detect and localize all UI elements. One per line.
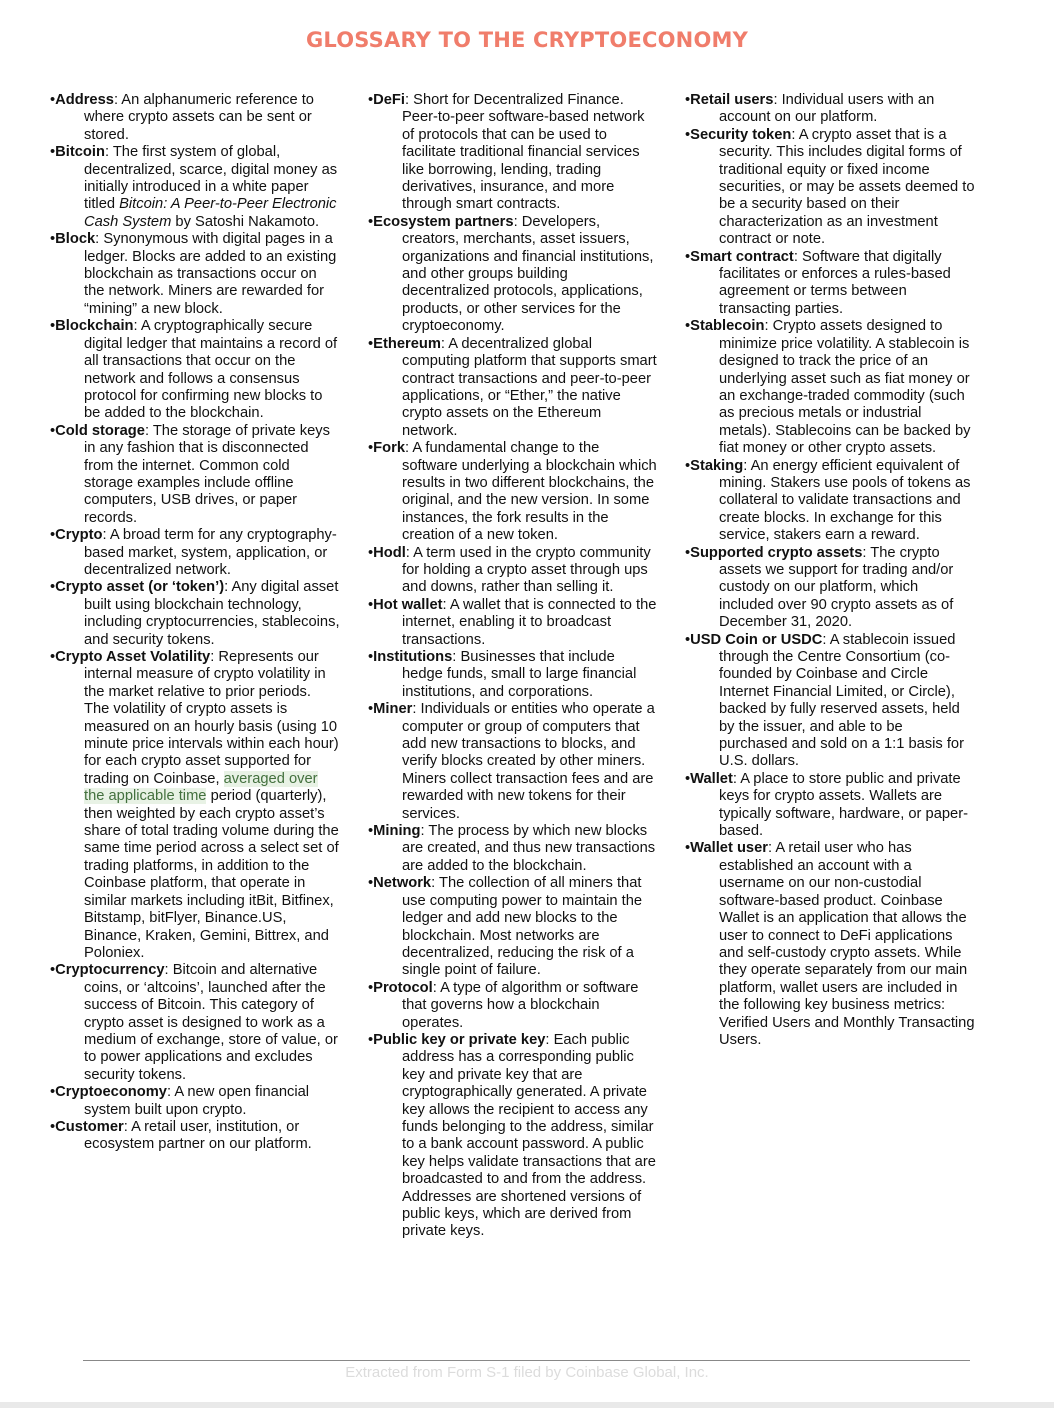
bullet: • [50, 92, 56, 108]
bullet: • [50, 649, 56, 665]
bullet: • [50, 318, 56, 335]
glossary-term: Security token [690, 126, 792, 143]
glossary-entry [50, 579, 340, 649]
glossary-definition: : A decentralized global computing platform that supports smart contract transactions and peer-to-peer applications, or “Ether,” the native crypto assets on the Ethereum network. [402, 335, 657, 439]
glossary-term: Supported crypto assets [690, 544, 863, 561]
glossary-definition: : A fundamental change to the software underlying a blockchain which results in two different blockchains, the original, and the new version. In some instances, the fork results in the creation of a new token. [402, 440, 657, 544]
glossary-term: Address [55, 92, 114, 108]
glossary-definition: : The first system of global, decentralized, scarce, digital money as initially introduced in a white paper titled [84, 144, 338, 213]
glossary-definition: : Individual users with an account on our platform. [719, 92, 935, 126]
glossary-term: Retail users [690, 92, 774, 108]
glossary-entry [685, 632, 975, 771]
glossary-term: Institutions [373, 649, 453, 665]
glossary-definition: : The collection of all miners that use computing power to maintain the ledger and add new blocks to the blockchain. Most networks are decentralized, reducing the risk of a single point of failure. [402, 875, 643, 979]
glossary-column-1 [50, 92, 340, 1154]
glossary-entry [368, 701, 658, 823]
glossary-definition: : A term used in the crypto community for holding a crypto asset through ups and downs, rather than selling it. [402, 544, 651, 596]
glossary-entry [50, 318, 340, 422]
glossary-entry [685, 318, 975, 457]
glossary-entry [368, 649, 658, 701]
bullet: • [685, 544, 691, 561]
page-bottom-edge [0, 1402, 1054, 1408]
bullet: • [368, 875, 374, 892]
glossary-entry [368, 875, 658, 979]
glossary-term: Cold storage [55, 422, 145, 439]
glossary-definition: : A cryptographically secure digital ledger that maintains a record of all transactions that occur on the network and follows a consensus protocol for confirming new blocks to be added to the blockchain. [84, 318, 338, 422]
glossary-term: Cryptocurrency [55, 962, 165, 979]
glossary-definition: : Bitcoin and alternative coins, or ‘altcoins’, launched after the success of Bitcoin. This category of crypto asset is designed to work as a medium of exchange, store of value, or to power applications and excludes security tokens. [84, 962, 338, 1083]
glossary-definition: : An alphanumeric reference to where crypto assets can be sent or stored. [84, 92, 314, 143]
glossary-term: Wallet user [690, 840, 768, 857]
glossary-definition-cont: by Satoshi Nakamoto. [171, 213, 320, 230]
glossary-definition-cont: period (quarterly), then weighted by each crypto asset’s share of total trading volume during the same time period across a select set of trading platforms, in addition to the Coinbase platform, that operate in similar markets including itBit, Bitfinex, Bitstamp, bitFlyer, Binance.US, Binance, Kraken, Gemini, Bittrex, and Poloniex. [84, 788, 339, 961]
glossary-entry [50, 1084, 340, 1119]
glossary-entry [685, 458, 975, 545]
bullet: • [368, 649, 374, 665]
bullet: • [368, 823, 374, 840]
glossary-title-italic: Bitcoin: A Peer-to-Peer Electronic Cash System [84, 196, 337, 230]
glossary-definition: : Crypto assets designed to minimize price volatility. A stablecoin is designed to track the price of an underlying asset such as fiat money or an exchange-traded commodity (such as precious metals or industrial metals). Stablecoins can be backed by fiat money or other crypto assets. [719, 318, 971, 457]
glossary-definition: : The crypto assets we support for trading and/or custody on our platform, which included over 90 crypto assets as of December 31, 2020. [719, 544, 954, 631]
glossary-term: USD Coin or USDC [690, 631, 823, 648]
bullet: • [685, 92, 691, 108]
bullet: • [50, 1084, 56, 1101]
glossary-definition: : Software that digitally facilitates or enforces a rules-based agreement or terms between transacting parties. [719, 248, 951, 317]
bullet: • [368, 596, 374, 613]
glossary-term: Mining [373, 823, 421, 840]
glossary-term: Crypto [55, 527, 103, 544]
bullet: • [50, 422, 56, 439]
bullet: • [368, 440, 374, 457]
glossary-term: Ethereum [373, 335, 441, 352]
glossary-term: Network [373, 875, 432, 892]
glossary-entry [50, 649, 340, 962]
glossary-definition: : A crypto asset that is a security. This includes digital forms of traditional equity or fixed income securities, or may be assets deemed to be a security based on their characterization as an investment contract or note. [719, 126, 975, 248]
footer-source-note: Extracted from Form S-1 filed by Coinbase Global, Inc. [345, 1364, 709, 1381]
footer-divider [83, 1360, 970, 1361]
glossary-entry [368, 336, 658, 440]
glossary-term: Staking [690, 457, 744, 474]
glossary-definition: : A broad term for any cryptography-based market, system, application, or decentralized network. [84, 527, 337, 578]
bullet: • [50, 144, 56, 161]
glossary-entry [685, 545, 975, 632]
glossary-definition: : A type of algorithm or software that governs how a blockchain operates. [402, 979, 639, 1031]
glossary-definition: : A stablecoin issued through the Centre Consortium (co-founded by Coinbase and Circle Internet Financial Limited, or Circle), backed by fully reserved assets, held by the issuer, and able to be purchased and sold on a 1:1 basis for U.S. dollars. [719, 631, 964, 770]
bullet: • [685, 248, 691, 265]
bullet: • [685, 318, 691, 335]
bullet: • [50, 231, 56, 248]
glossary-entry [50, 962, 340, 1084]
glossary-entry [685, 840, 975, 1049]
glossary-entry [368, 823, 658, 875]
glossary-definition: : The storage of private keys in any fashion that is disconnected from the internet. Common cold storage examples include offline computers, USB drives, or paper records. [84, 422, 330, 526]
glossary-term: Hodl [373, 544, 406, 561]
glossary-definition: : A retail user, institution, or ecosystem partner on our platform. [84, 1118, 312, 1153]
glossary-definition: : The process by which new blocks are created, and thus new transactions are added to the blockchain. [402, 823, 656, 874]
glossary-term: Blockchain [55, 318, 134, 335]
glossary-term: Customer [55, 1118, 124, 1135]
bullet: • [50, 1118, 56, 1135]
glossary-entry [685, 249, 975, 319]
glossary-entry [368, 214, 658, 336]
glossary-entry [50, 527, 340, 579]
bullet: • [685, 840, 691, 857]
bullet: • [368, 335, 374, 352]
glossary-term: Smart contract [690, 248, 794, 265]
glossary-term: Stablecoin [690, 318, 765, 335]
glossary-term: Cryptoeconomy [55, 1084, 167, 1101]
glossary-entry [50, 144, 340, 231]
glossary-term: Fork [373, 440, 405, 457]
bullet: • [685, 457, 691, 474]
glossary-definition: : A retail user who has established an account with a username on our non-custodial software-based product. Coinbase Wallet is an application that allows the user to connect to DeFi applications and self-custody crypto assets. While they operate separately from our main platform, wallet users are included in the following key business metrics: Verified Users and Monthly Transacting Users. [719, 840, 975, 1048]
glossary-entry [685, 771, 975, 841]
glossary-term: Hot wallet [373, 596, 443, 613]
glossary-entry [685, 92, 975, 127]
glossary-definition: : Any digital asset built using blockchain technology, including cryptocurrencies, stablecoins, and security tokens. [84, 579, 340, 648]
glossary-term: Wallet [690, 770, 733, 787]
bullet: • [50, 579, 56, 596]
glossary-term: Bitcoin [55, 144, 105, 161]
bullet: • [368, 979, 374, 996]
glossary-definition: : A new open financial system built upon crypto. [84, 1084, 310, 1118]
glossary-entry [50, 92, 340, 144]
glossary-term: Protocol [373, 979, 433, 996]
bullet: • [685, 631, 691, 648]
glossary-definition: : An energy efficient equivalent of mining. Stakers use pools of tokens as collateral to validate transactions and create blocks. In exchange for this service, stakers earn a reward. [719, 457, 971, 544]
glossary-entry [50, 231, 340, 318]
glossary-definition: : A wallet that is connected to the internet, enabling it to broadcast transactions. [402, 596, 657, 648]
bullet: • [368, 1031, 374, 1048]
bullet: • [50, 527, 56, 544]
glossary-term: DeFi [373, 92, 405, 108]
glossary-entry [368, 545, 658, 597]
glossary-definition: : Businesses that include hedge funds, small to large financial institutions, and corporations. [402, 649, 637, 700]
glossary-term: Miner [373, 701, 413, 718]
bullet: • [368, 544, 374, 561]
glossary-term: Ecosystem partners [373, 213, 514, 230]
highlighted-text: averaged over the applicable time [84, 770, 318, 805]
glossary-definition: : Each public address has a corresponding public key and private key that are cryptographically generated. A private key allows the recipient to access any funds belonging to the address, similar to a bank account password. A public key helps validate transactions that are broadcasted to and from the address. Addresses are shortened versions of public keys, which are derived from private keys. [402, 1031, 656, 1240]
glossary-entry [50, 1119, 340, 1154]
page-title: GLOSSARY TO THE CRYPTOECONOMY [305, 28, 748, 52]
glossary-definition: : A place to store public and private keys for crypto assets. Wallets are typically software, hardware, or paper-based. [719, 770, 968, 840]
glossary-entry [368, 92, 658, 214]
glossary-term: Crypto asset (or ‘token’) [55, 579, 225, 596]
glossary-entry [368, 440, 658, 544]
bullet: • [50, 962, 56, 979]
glossary-definition: : Individuals or entities who operate a computer or group of computers that add new transactions to blocks, and verify blocks created by other miners. Miners collect transaction fees and are rewarded with new tokens for their services. [402, 701, 655, 822]
glossary-entry [368, 1032, 658, 1241]
glossary-term: Public key or private key [373, 1031, 546, 1048]
glossary-entry [685, 127, 975, 249]
bullet: • [368, 92, 374, 108]
bullet: • [685, 770, 691, 787]
glossary-column-2 [368, 92, 658, 1241]
glossary-entry [368, 597, 658, 649]
glossary-entry [368, 980, 658, 1032]
glossary-term: Crypto Asset Volatility [55, 649, 211, 665]
bullet: • [368, 213, 374, 230]
bullet: • [685, 126, 691, 143]
glossary-term: Block [55, 231, 96, 248]
glossary-entry [50, 423, 340, 527]
bullet: • [368, 701, 374, 718]
glossary-definition: : Short for Decentralized Finance. Peer-to-peer software-based network of protocols that can be used to facilitate traditional financial services like borrowing, lending, trading derivatives, insurance, and more through smart contracts. [402, 92, 645, 213]
glossary-definition: : Developers, creators, merchants, asset issuers, organizations and financial institutions, and other groups building decentralized protocols, applications, products, or other services for the cryptoeconomy. [402, 213, 654, 335]
glossary-definition: : Represents our internal measure of crypto volatility in the market relative to prior periods. The volatility of crypto assets is measured on an hourly basis (using 10 minute price intervals within each hour) for each crypto asset supported for trading on Coinbase, [84, 649, 339, 787]
glossary-definition: : Synonymous with digital pages in a ledger. Blocks are added to an existing blockchain as transactions occur on the network. Miners are rewarded for “mining” a new block. [84, 231, 337, 317]
glossary-column-3 [685, 92, 975, 1049]
